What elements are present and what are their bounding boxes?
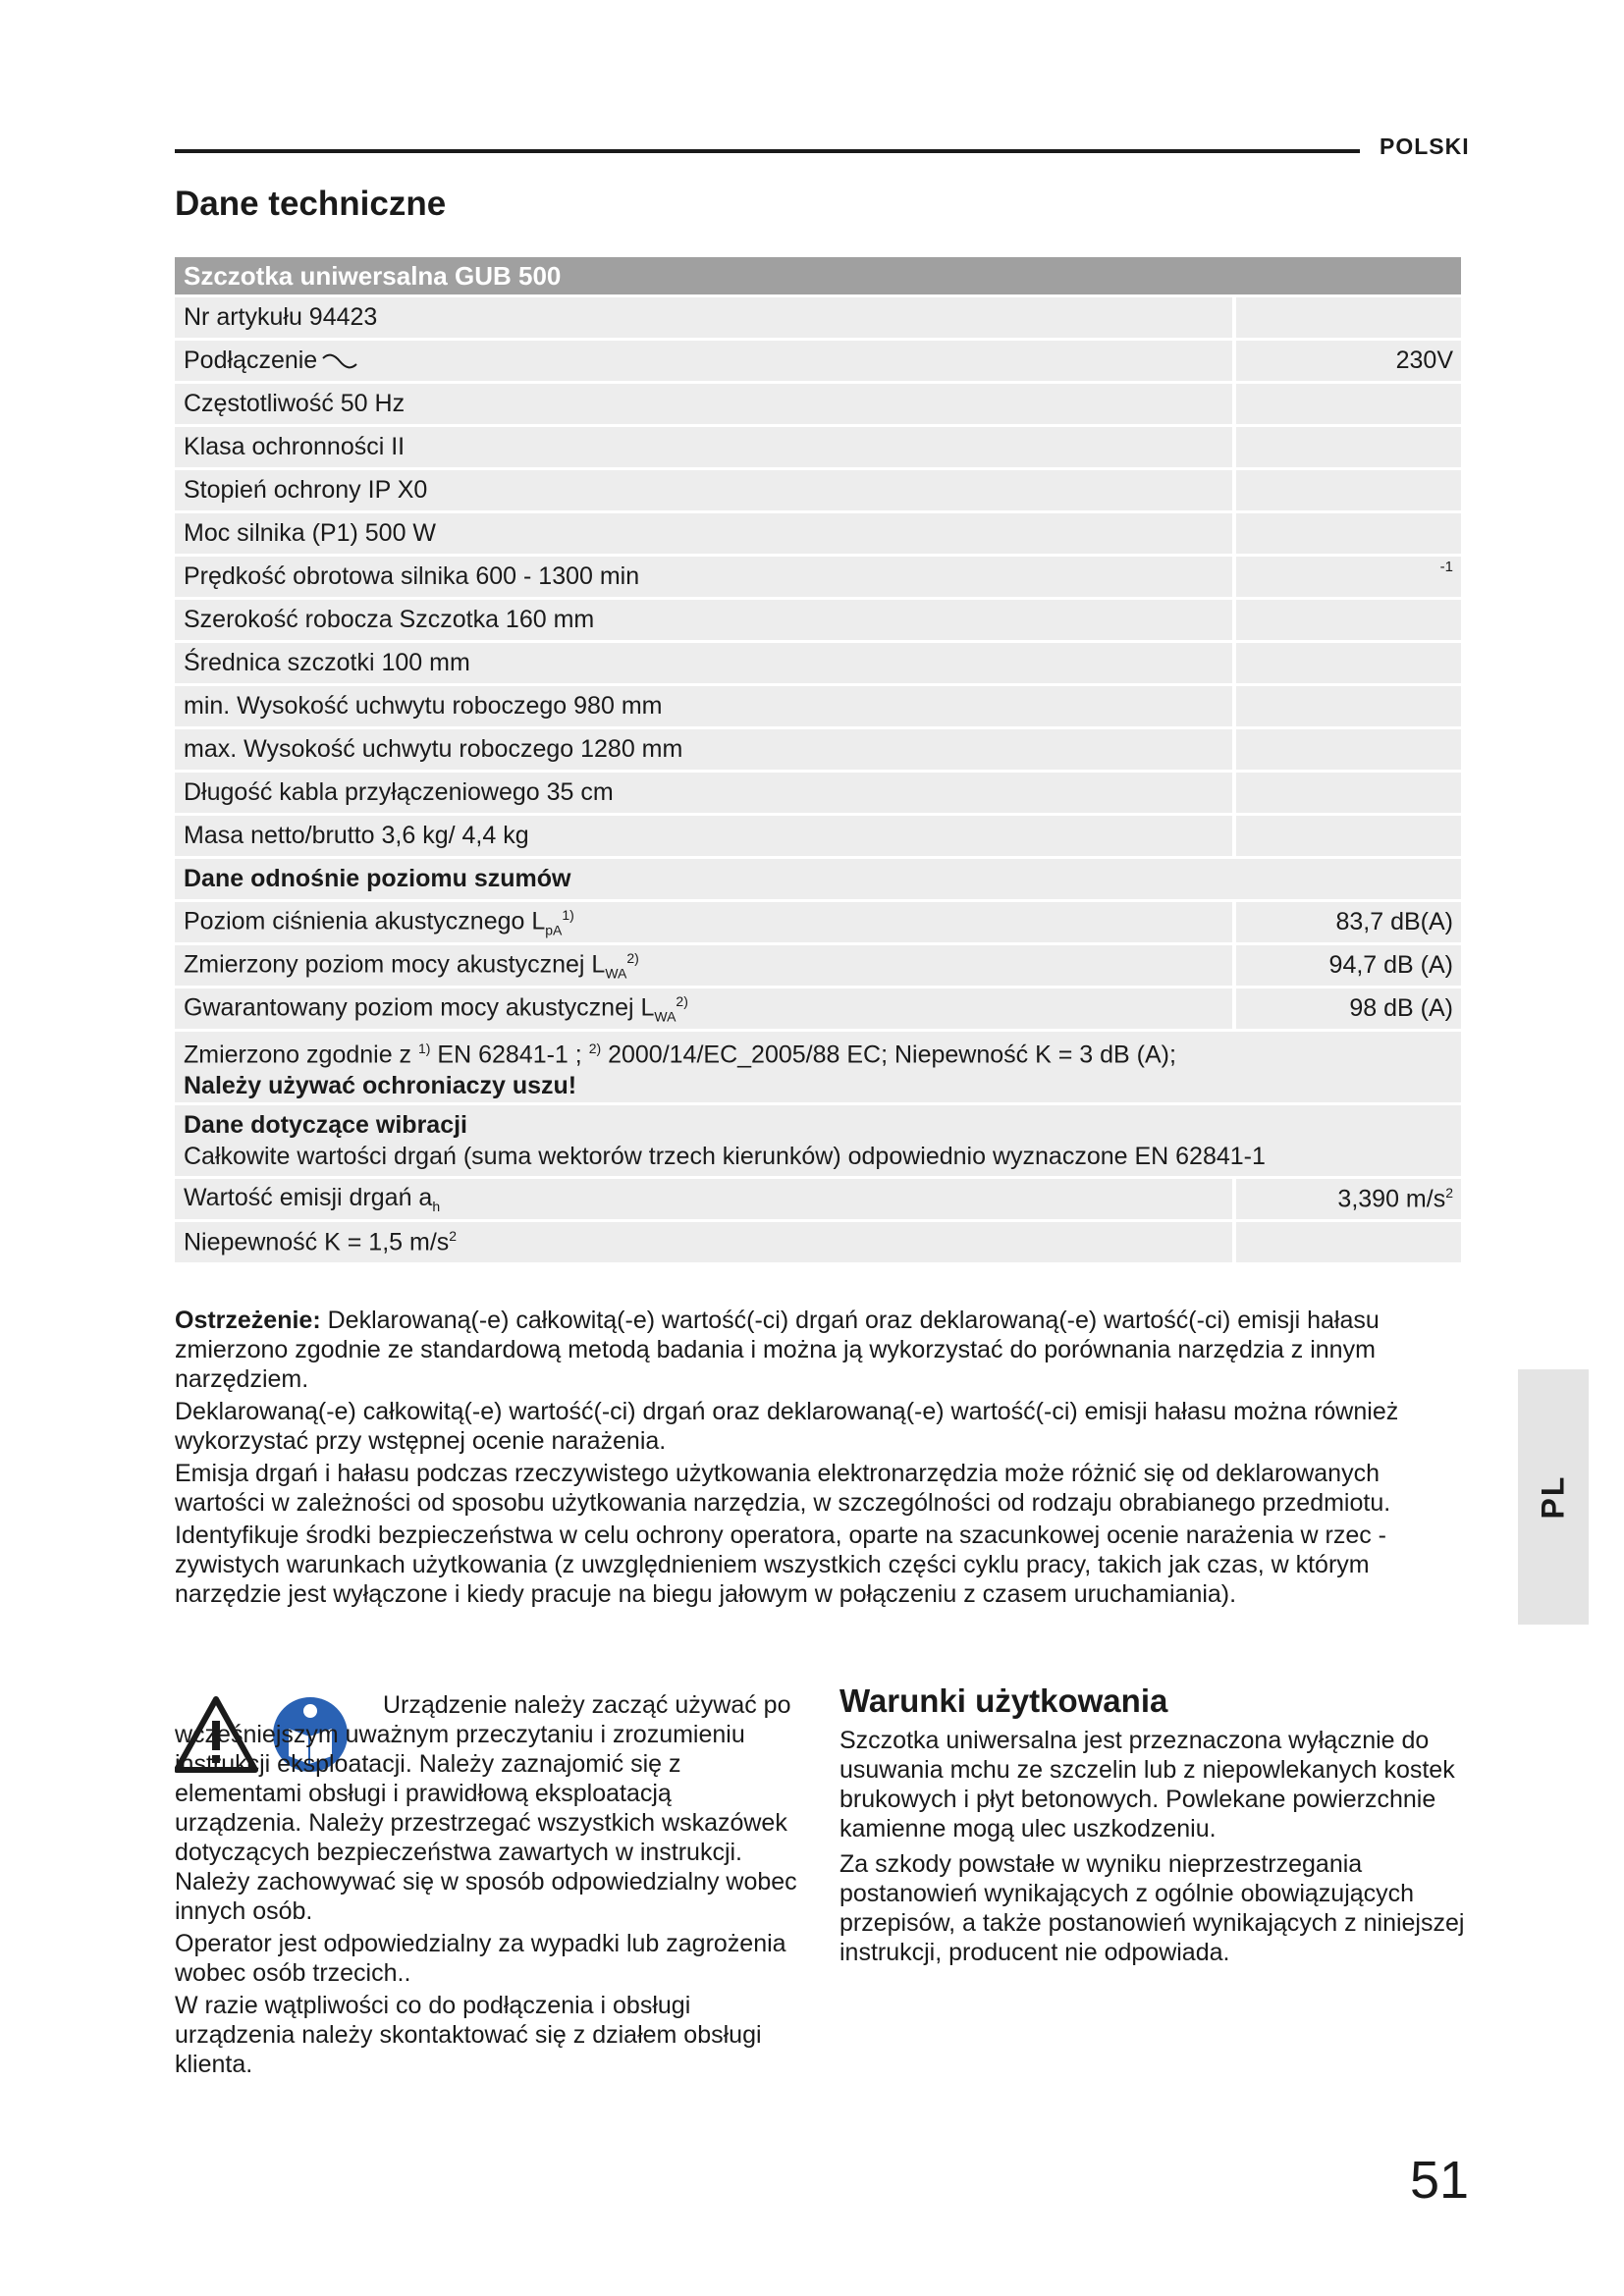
measured-text-c: 2000/14/EC_2005/88 EC; Niepewność K = 3 dB (A); xyxy=(601,1041,1176,1069)
warning-text-1: Deklarowaną(-e) całkowitą(-e) wartość(-ci) drgań oraz deklarowaną(-e) wartość(-ci) emisji hałasu zmierzono zgodnie ze standardową metodą badania i można ją wykorzystać do porównania narzędzia z innym narzędziem. xyxy=(175,1307,1380,1393)
alternating-current-icon xyxy=(321,352,358,370)
warning-paragraph-4: Identyfikuje środki bezpieczeństwa w celu ochrony operatora, oparte na szacunkowej ocenie narażenia w rzec - zywistych warunkach użytkowania (z uwzględnieniem wszystkich części cyklu pracy, takich jak czas, w którym narzędzie jest wyłączone i kiedy pracuje na biegu jałowym w połączeniu z czasem uruchamiania). xyxy=(175,1522,1386,1608)
table-row xyxy=(175,1105,1461,1176)
sound-pressure-subscript: pA xyxy=(545,922,563,938)
measured-power-value: 94,7 dB (A) xyxy=(1232,945,1461,986)
instructions-paragraph-2: Operator jest odpowiedzialny za wypadki lub zagrożenia wobec osób trzecich.. xyxy=(175,1930,786,1987)
table-row xyxy=(175,859,1461,899)
guaranteed-power-label: Gwarantowany poziom mocy akustycznej L xyxy=(184,993,655,1022)
usage-paragraph-2: Za szkody powstałe w wyniku nieprzestrzegania postanowień wynikających z ogólnie obowiązujących przepisów, a także postanowień wynikających z niniejszej instrukcji, producent nie odpowiada. xyxy=(839,1850,1465,1966)
guaranteed-power-subscript: WA xyxy=(654,1008,677,1025)
instructions-paragraph-1: Urządzenie należy zacząć używać po wcześniejszym uważnym przeczytaniu i zrozumieniu instrukcji eksploatacji. Należy zaznajomić się z elementami obsługi i prawidłową eksploatacją urządzenia. Należy przestrzegać wszystkich wskazówek dotyczących bezpieczeństwa zawartych w instrukcji. Należy zachowywać się w sposób odpowiedzialny wobec innych osób. xyxy=(175,1691,797,1925)
cable-length: Długość kabla przyłączeniowego 35 cm xyxy=(175,773,1232,813)
table-cell-empty xyxy=(1232,773,1461,813)
vibration-text: Całkowite wartości drgań (suma wektorów trzech kierunków) odpowiednio wyznaczone EN 62841-1 xyxy=(184,1143,1266,1170)
vibration-emission-value: 3,390 m/s xyxy=(1337,1185,1446,1213)
header-rule xyxy=(175,149,1360,153)
vibration-heading: Dane dotyczące wibracji xyxy=(184,1111,468,1139)
table-cell-empty xyxy=(1232,1222,1461,1262)
measured-power-label: Zmierzony poziom mocy akustycznej L xyxy=(184,950,606,979)
ear-protection-note: Należy używać ochroniaczy uszu! xyxy=(184,1072,577,1100)
table-row xyxy=(175,297,1461,338)
footnote-2: 2) xyxy=(588,1040,602,1056)
guaranteed-power-value: 98 dB (A) xyxy=(1232,988,1461,1029)
table-row xyxy=(175,341,1461,381)
guaranteed-power-footnote: 2) xyxy=(676,992,688,1009)
table-row xyxy=(175,1222,1461,1262)
sound-pressure-cell xyxy=(175,902,1232,942)
table-cell-empty xyxy=(1232,686,1461,726)
frequency: Częstotliwość 50 Hz xyxy=(175,384,1232,424)
table-header-row xyxy=(175,257,1461,294)
measured-power-cell xyxy=(175,945,1232,986)
measured-text-b: EN 62841-1 ; xyxy=(430,1041,589,1069)
tech-data-table xyxy=(175,254,1461,1265)
warning-paragraph-1 xyxy=(175,1306,1461,1394)
table-row xyxy=(175,557,1461,597)
warning-label: Ostrzeżenie: xyxy=(175,1307,321,1334)
product-name: Szczotka uniwersalna GUB 500 xyxy=(175,257,1461,294)
connection-value: 230V xyxy=(1232,341,1461,381)
instructions-column xyxy=(175,1690,803,2082)
language-side-tab xyxy=(1518,1369,1589,1625)
sound-pressure-label: Poziom ciśnienia akustycznego L xyxy=(184,907,546,935)
warning-section xyxy=(175,1306,1461,1612)
footnote-1: 1) xyxy=(418,1040,431,1056)
usage-conditions-column xyxy=(839,1682,1468,1973)
speed-unit-exponent: -1 xyxy=(1439,559,1453,575)
sound-pressure-value: 83,7 dB(A) xyxy=(1232,902,1461,942)
vibration-emission-label: Wartość emisji drgań a xyxy=(184,1184,433,1211)
motor-speed: Prędkość obrotowa silnika 600 - 1300 min xyxy=(175,557,1232,597)
measured-power-footnote: 2) xyxy=(626,949,639,966)
measured-power-subscript: WA xyxy=(605,965,627,982)
table-cell-empty xyxy=(1232,427,1461,467)
sound-pressure-footnote: 1) xyxy=(562,906,574,923)
table-row xyxy=(175,470,1461,510)
vibration-emission-value-cell xyxy=(1232,1179,1461,1219)
uncertainty-label: Niepewność K = 1,5 m/s xyxy=(184,1228,450,1256)
noise-heading: Dane odnośnie poziomu szumów xyxy=(175,859,1461,899)
table-cell-empty xyxy=(1232,643,1461,683)
table-row xyxy=(175,1179,1461,1219)
table-row xyxy=(175,773,1461,813)
table-cell-empty xyxy=(1232,729,1461,770)
measurement-note-cell xyxy=(175,1032,1461,1102)
usage-paragraph-1: Szczotka uniwersalna jest przeznaczona wyłącznie do usuwania mchu ze szczelin lub z niepowlekanych kostek brukowych i płyt betonowych. Powlekane powierzchnie kamienne mogą ulec uszkodzeniu. xyxy=(839,1727,1455,1842)
table-cell-empty xyxy=(1232,470,1461,510)
warning-paragraph-2: Deklarowaną(-e) całkowitą(-e) wartość(-ci) drgań oraz deklarowaną(-e) wartość(-ci) emisji hałasu można również wykorzystać przy wstępnej ocenie narażenia. xyxy=(175,1398,1399,1455)
protection-class: Klasa ochronności II xyxy=(175,427,1232,467)
table-cell-empty xyxy=(1232,816,1461,856)
language-label: POLSKI xyxy=(1380,133,1470,159)
vibration-cell xyxy=(175,1105,1461,1176)
connection-cell xyxy=(175,341,1232,381)
table-cell-empty xyxy=(1232,600,1461,640)
min-handle-height: min. Wysokość uchwytu roboczego 980 mm xyxy=(175,686,1232,726)
table-row xyxy=(175,643,1461,683)
uncertainty-exponent: 2 xyxy=(449,1227,458,1244)
table-row xyxy=(175,384,1461,424)
instructions-paragraph-3: W razie wątpliwości co do podłączenia i obsługi urządzenia należy skontaktować się z działem obsługi klienta. xyxy=(175,1992,762,2078)
warning-paragraph-3: Emisja drgań i hałasu podczas rzeczywistego użytkowania elektronarzędzia może różnić się od deklarowanych wartości w zależności od sposobu użytkowania narzędzia, w szczególności od rodzaju obrabianego przedmiotu. xyxy=(175,1460,1391,1517)
vibration-emission-subscript: h xyxy=(432,1199,441,1214)
table-row xyxy=(175,988,1461,1029)
table-row xyxy=(175,816,1461,856)
table-cell-empty xyxy=(1232,297,1461,338)
guaranteed-power-cell xyxy=(175,988,1232,1029)
mass: Masa netto/brutto 3,6 kg/ 4,4 kg xyxy=(175,816,1232,856)
table-row xyxy=(175,945,1461,986)
side-tab-label: PL xyxy=(1535,1474,1571,1520)
table-row xyxy=(175,513,1461,554)
table-row xyxy=(175,686,1461,726)
vibration-emission-exponent: 2 xyxy=(1445,1184,1453,1201)
table-cell-empty xyxy=(1232,513,1461,554)
ip-rating: Stopień ochrony IP X0 xyxy=(175,470,1232,510)
table-row xyxy=(175,600,1461,640)
table-row xyxy=(175,1032,1461,1102)
table-row xyxy=(175,729,1461,770)
measured-text-a: Zmierzono zgodnie z xyxy=(184,1041,419,1069)
working-width: Szerokość robocza Szczotka 160 mm xyxy=(175,600,1232,640)
page-title: Dane techniczne xyxy=(175,185,447,223)
brush-diameter: Średnica szczotki 100 mm xyxy=(175,643,1232,683)
vibration-emission-cell xyxy=(175,1179,1232,1219)
uncertainty-cell xyxy=(175,1222,1232,1262)
table-row xyxy=(175,427,1461,467)
table-row xyxy=(175,902,1461,942)
connection-label: Podłączenie xyxy=(184,347,318,374)
speed-unit-cell xyxy=(1232,557,1461,597)
motor-power: Moc silnika (P1) 500 W xyxy=(175,513,1232,554)
page-number: 51 xyxy=(1410,2151,1470,2210)
usage-conditions-heading: Warunki użytkowania xyxy=(839,1682,1168,1719)
table-cell-empty xyxy=(1232,384,1461,424)
article-number: Nr artykułu 94423 xyxy=(175,297,1232,338)
max-handle-height: max. Wysokość uchwytu roboczego 1280 mm xyxy=(175,729,1232,770)
